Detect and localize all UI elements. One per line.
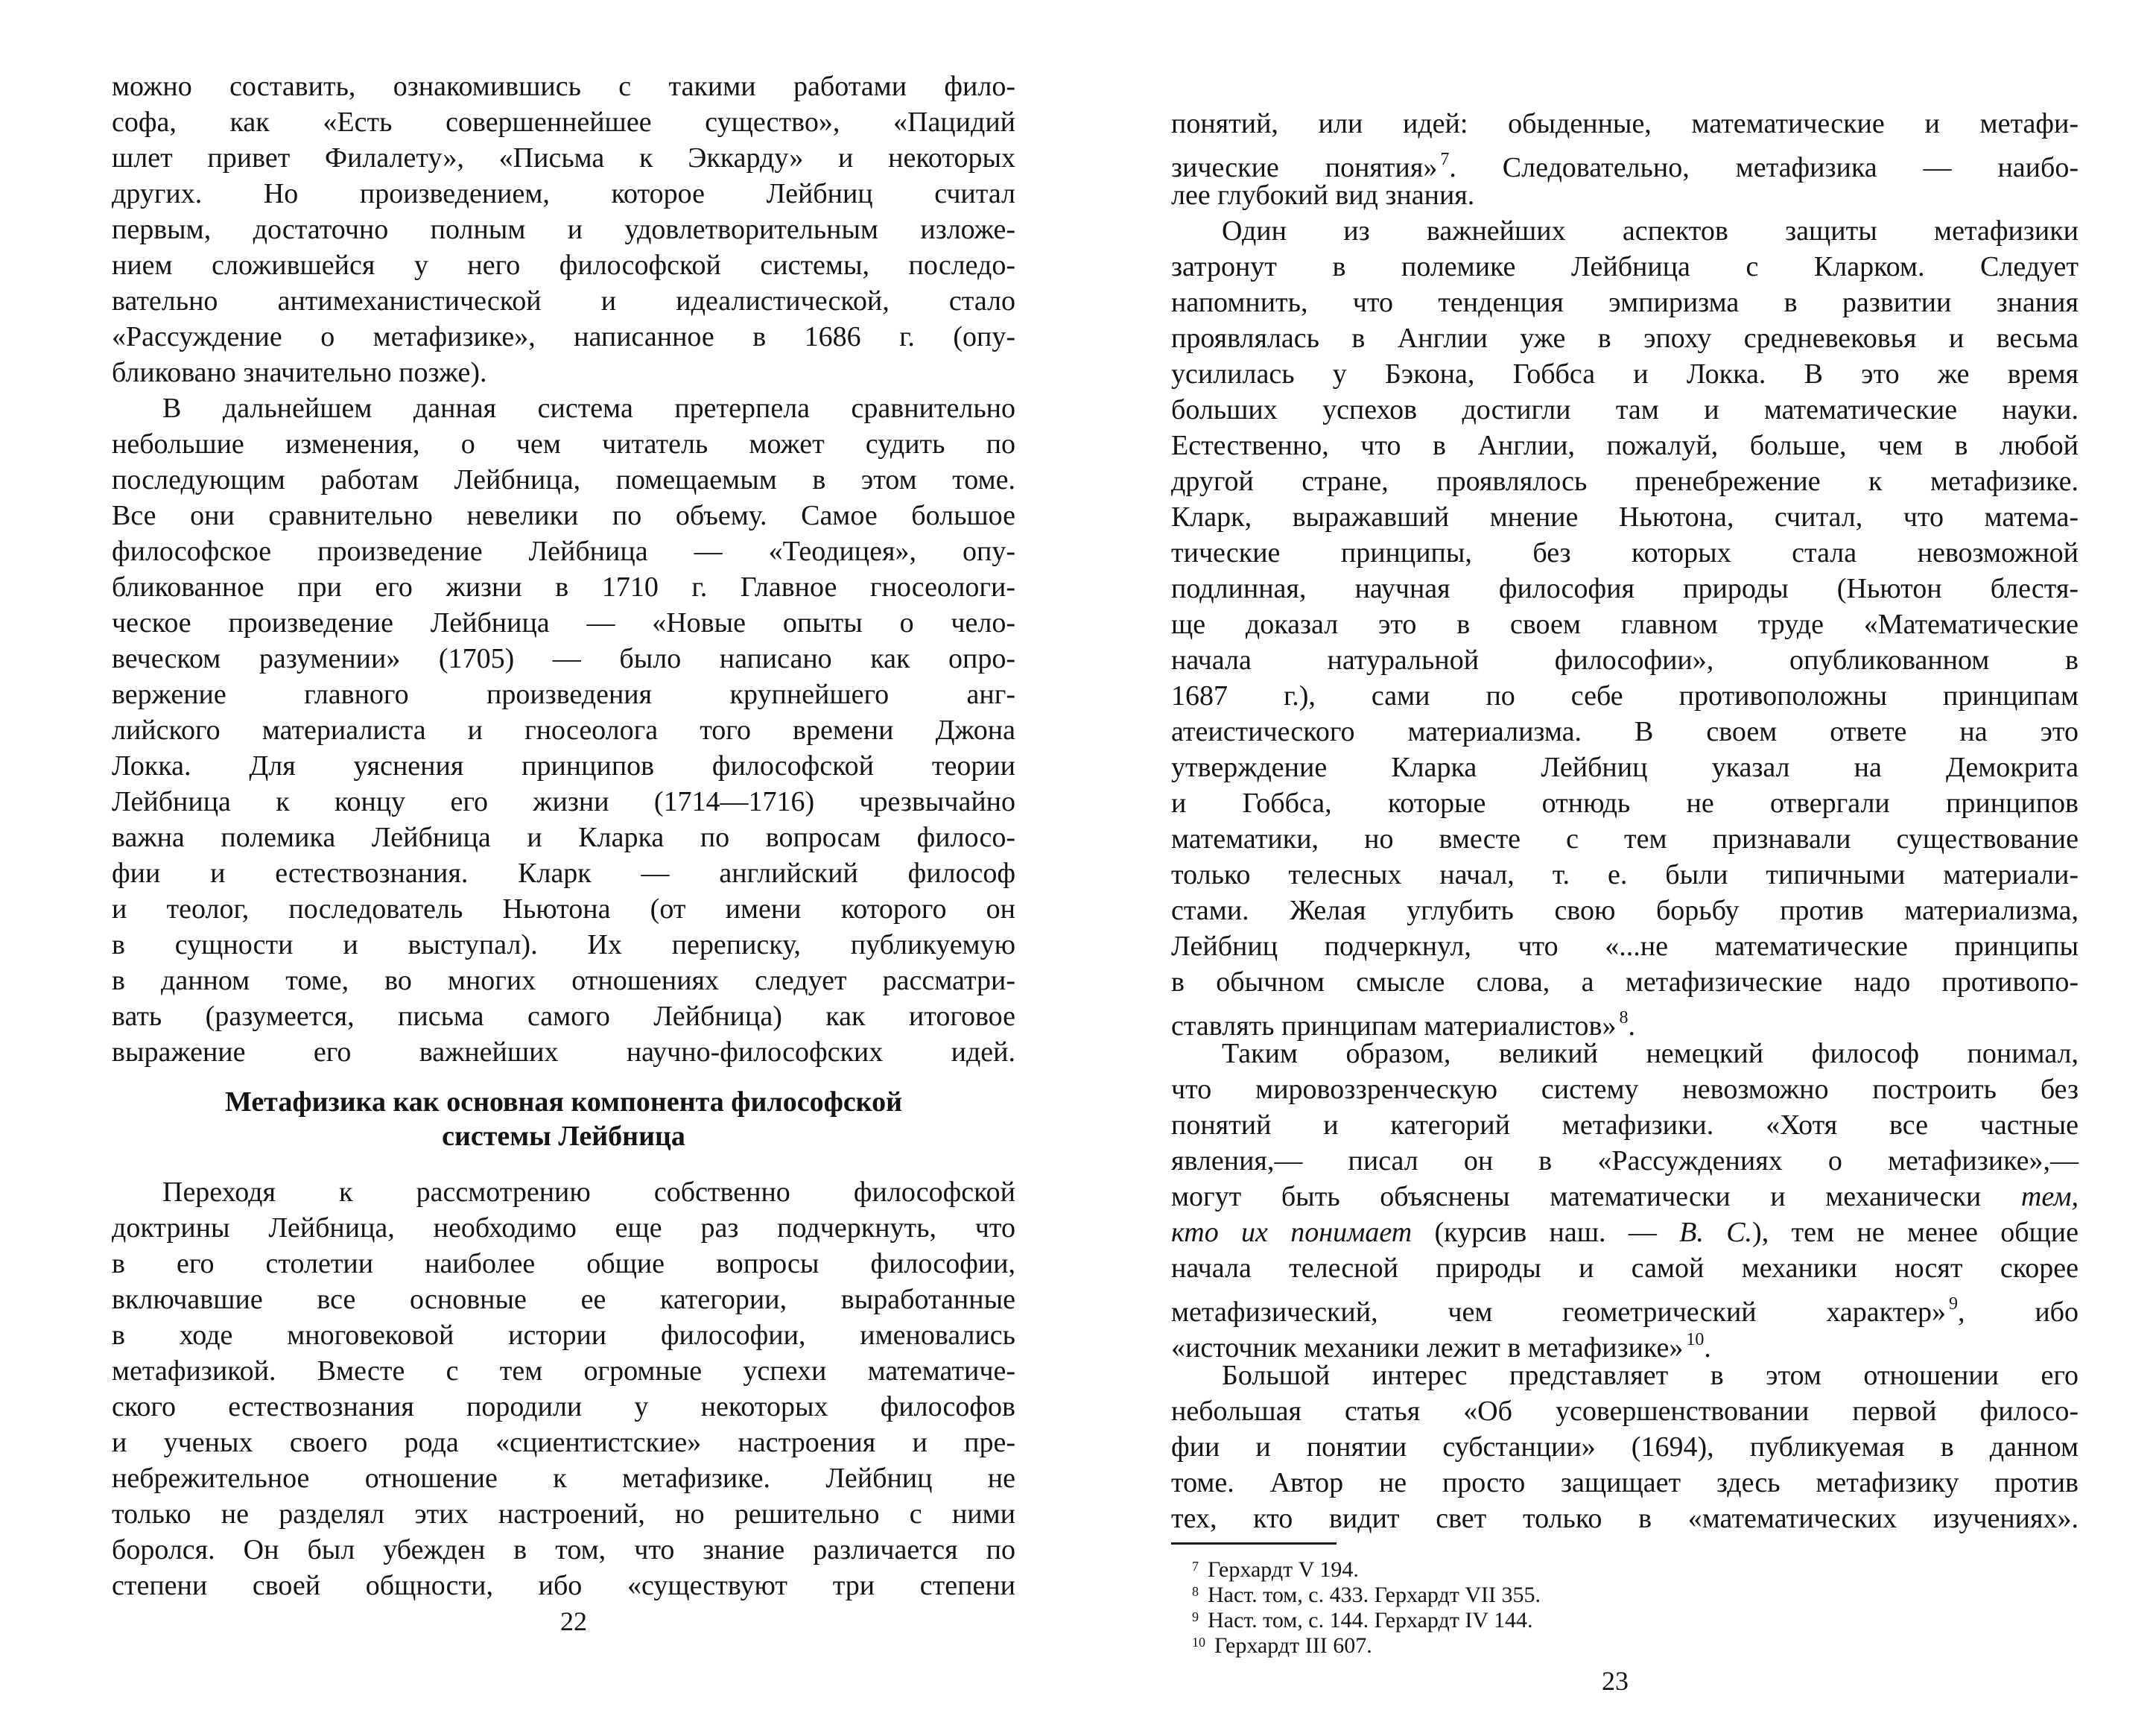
text-line: атеистического материализма. В своем ответе на это xyxy=(1171,716,2079,747)
text-line: лее глубокий вид знания. xyxy=(1171,180,1475,211)
footnote-text: Наст. том, с. 433. Герхардт VII 355. xyxy=(1208,1583,1541,1607)
text-line xyxy=(1171,1215,2079,1250)
footnote-ref: 8 xyxy=(1619,1008,1629,1027)
text-line: подлинная, научная философия природы (Ньютон блестя- xyxy=(1171,573,2079,604)
text-line: и теолог, последователь Ньютона (от имени которого он xyxy=(112,893,1015,925)
text-span: ), тем не менее общие xyxy=(1752,1217,2079,1248)
text-line: софа, как «Есть совершеннейшее существо», «Пацидий xyxy=(112,107,1015,138)
text-span: , ибо xyxy=(1958,1296,2079,1328)
text-line: затронут в полемике Лейбница с Кларком. Следует xyxy=(1171,251,2079,282)
text-line: что мировоззренческую систему невозможно построить без xyxy=(1171,1074,2079,1105)
text-line xyxy=(1171,142,2079,183)
text-line: начала натуральной философии», опубликованном в xyxy=(1171,645,2079,676)
page-number: 23 xyxy=(1602,1666,1629,1696)
text-line: Лейбниц подчеркнул, что «...не математические принципы xyxy=(1171,931,2079,962)
footnote-number: 10 xyxy=(1192,1635,1205,1650)
text-line: утверждение Кларка Лейбниц указал на Демокрита xyxy=(1171,752,2079,783)
text-line: ского естествознания породили у некоторых философов xyxy=(112,1391,1015,1422)
text-line: Естественно, что в Англии, пожалуй, больше, чем в любой xyxy=(1171,430,2079,461)
italic-span: тем, xyxy=(2020,1181,2079,1212)
text-line: Лейбница к концу его жизни (1714—1716) чрезвычайно xyxy=(112,786,1015,817)
text-line: напомнить, что тенденция эмпиризма в развитии знания xyxy=(1171,287,2079,318)
italic-span: кто их понимает xyxy=(1171,1217,1413,1248)
text-line: проявлялась в Англии уже в эпоху средневековья и весьма xyxy=(1171,323,2079,354)
text-line: только телесных начал, т. е. были типичными материали- xyxy=(1171,859,2079,890)
text-span: зические понятия» xyxy=(1171,152,1438,183)
text-line: нием сложившейся у него философской системы, последо- xyxy=(112,250,1015,281)
text-line: фии и понятии субстанции» (1694), публикуемая в данном xyxy=(1171,1431,2079,1463)
text-line: бликованное при его жизни в 1710 г. Главное гносеологи- xyxy=(112,571,1015,603)
page-right xyxy=(1078,0,2156,1710)
text-line: понятий, или идей: обыденные, математические и метафи- xyxy=(1171,108,2079,139)
text-line: явления,— писал он в «Рассуждениях о метафизике»,— xyxy=(1171,1145,2079,1177)
text-span: метафизический, чем геометрический характер» xyxy=(1171,1296,1947,1328)
text-line: только не разделял этих настроений, но решительно с ними xyxy=(112,1498,1015,1530)
text-line: Один из важнейших аспектов защиты метафизики xyxy=(1222,215,2079,247)
text-line: небольшая статья «Об усовершенствовании первой филосо- xyxy=(1171,1396,2079,1427)
text-line: стами. Желая углубить свою борьбу против материализма, xyxy=(1171,895,2079,926)
text-line: начала телесной природы и самой механики носят скорее xyxy=(1171,1253,2079,1284)
text-line: 1687 г.), сами по себе противоположны принципам xyxy=(1171,680,2079,712)
text-line: в данном томе, во многих отношениях следует рассматри- xyxy=(112,965,1015,996)
italic-span: В. С. xyxy=(1679,1217,1753,1248)
page-number: 22 xyxy=(560,1606,587,1636)
text-line: выражение его важнейших научно-философских идей. xyxy=(112,1036,1015,1068)
text-line: Кларк, выражавший мнение Ньютона, считал, что матема- xyxy=(1171,501,2079,533)
footnote-number: 7 xyxy=(1192,1559,1199,1574)
text-line: важна полемика Лейбница и Кларка по вопросам филосо- xyxy=(112,822,1015,853)
text-line: другой стране, проявлялось пренебрежение к метафизике. xyxy=(1171,466,2079,497)
text-line: математики, но вместе с тем признавали существование xyxy=(1171,823,2079,855)
footnote-number: 9 xyxy=(1192,1609,1199,1624)
text-line: тические принципы, без которых стала невозможной xyxy=(1171,537,2079,569)
text-line xyxy=(1171,1000,2079,1042)
text-line: понятий и категорий метафизики. «Хотя все частные xyxy=(1171,1109,2079,1141)
text-line xyxy=(1171,1179,2079,1215)
text-line: Локка. Для уяснения принципов философской теории xyxy=(112,750,1015,782)
text-line: можно составить, ознакомившись с такими работами фило- xyxy=(112,71,1015,102)
text-line: Большой интерес представляет в этом отношении его xyxy=(1222,1360,2079,1391)
text-line: боролся. Он был убежден в том, что знание различается по xyxy=(112,1534,1015,1565)
text-line: веческом разумении» (1705) — было написано как опро- xyxy=(112,643,1015,674)
footnote-text: Герхардт V 194. xyxy=(1208,1557,1359,1582)
text-line: и ученых своего рода «сциентистские» настроения и пре- xyxy=(112,1427,1015,1458)
footnote-text: Наст. том, с. 144. Герхардт IV 144. xyxy=(1208,1608,1533,1633)
text-span: ставлять принципам материалистов» xyxy=(1171,1010,1617,1042)
text-line: небольшие изменения, о чем читатель может судить по xyxy=(112,428,1015,460)
footnote xyxy=(1192,1630,1372,1659)
text-span: . Следовательно, метафизика — наибо- xyxy=(1449,152,2079,183)
text-line: вержение главного произведения крупнейшего анг- xyxy=(112,679,1015,710)
section-heading-line: Метафизика как основная компонента философской xyxy=(224,1086,903,1118)
footnote-text: Герхардт III 607. xyxy=(1214,1633,1372,1658)
text-line xyxy=(1171,1322,2079,1364)
text-line: вать (разумеется, письма самого Лейбница) как итоговое xyxy=(112,1001,1015,1032)
text-line: небрежительное отношение к метафизике. Лейбниц не xyxy=(112,1463,1015,1494)
text-line: последующим работам Лейбница, помещаемым в этом томе. xyxy=(112,464,1015,495)
text-line: доктрины Лейбница, необходимо еще раз подчеркнуть, что xyxy=(112,1212,1015,1244)
text-line: степени своей общности, ибо «существуют три степени xyxy=(112,1570,1015,1601)
text-span: (курсив наш. — xyxy=(1434,1217,1657,1248)
section-heading-line: системы Лейбница xyxy=(442,1121,685,1152)
footnote-ref: 7 xyxy=(1440,150,1450,169)
text-line: других. Но произведением, которое Лейбниц считал xyxy=(112,178,1015,209)
section-heading xyxy=(112,1085,1015,1153)
text-line: в обычном смысле слова, а метафизические надо противопо- xyxy=(1171,966,2079,998)
text-line: Все они сравнительно невелики по объему. Самое большое xyxy=(112,500,1015,531)
footnote-rule xyxy=(1171,1542,1337,1545)
text-span: . xyxy=(1628,1010,1635,1042)
text-line: Переходя к рассмотрению собственно философской xyxy=(162,1177,1015,1208)
text-line: включавшие все основные ее категории, выработанные xyxy=(112,1284,1015,1315)
text-line: ческое произведение Лейбница — «Новые опыты о чело- xyxy=(112,607,1015,639)
text-span: . xyxy=(1704,1332,1711,1364)
text-line: ще доказал это в своем главном труде «Математические xyxy=(1171,609,2079,640)
text-line: философское произведение Лейбница — «Теодицея», опу- xyxy=(112,536,1015,567)
text-line: в сущности и выступал). Их переписку, публикуемую xyxy=(112,929,1015,960)
text-line: метафизикой. Вместе с тем огромные успехи математиче- xyxy=(112,1355,1015,1387)
footnote-ref: 9 xyxy=(1949,1294,1959,1314)
text-line: шлет привет Филалету», «Письма к Эккарду» и некоторых xyxy=(112,142,1015,174)
text-line: в ходе многовековой истории философии, именовались xyxy=(112,1320,1015,1351)
text-line: в его столетии наиболее общие вопросы философии, xyxy=(112,1248,1015,1279)
text-line xyxy=(1171,1286,2079,1328)
text-line: фии и естествознания. Кларк — английский философ xyxy=(112,858,1015,889)
footnote-ref: 10 xyxy=(1686,1330,1705,1349)
text-span: могут быть объяснены математически и механически xyxy=(1171,1181,1982,1212)
text-line: тех, кто видит свет только в «математических изучениях». xyxy=(1171,1503,2079,1534)
footnote-number: 8 xyxy=(1192,1584,1199,1599)
text-span: «источник механики лежит в метафизике» xyxy=(1171,1332,1684,1364)
text-line: вательно антимеханистической и идеалистической, стало xyxy=(112,285,1015,317)
text-line: первым, достаточно полным и удовлетворительным изложе- xyxy=(112,214,1015,245)
text-line: томе. Автор не просто защищает здесь метафизику против xyxy=(1171,1467,2079,1498)
text-line: бликовано значительно позже). xyxy=(112,357,487,388)
text-line: и Гоббса, которые отнюдь не отвергали принципов xyxy=(1171,788,2079,819)
text-line: усилилась у Бэкона, Гоббса и Локка. В это же время xyxy=(1171,358,2079,390)
text-line: В дальнейшем данная система претерпела сравнительно xyxy=(162,393,1015,424)
text-line: больших успехов достигли там и математические науки. xyxy=(1171,394,2079,425)
text-line: лийского материалиста и гносеолога того времени Джона xyxy=(112,715,1015,746)
text-line: Таким образом, великий немецкий философ понимал, xyxy=(1222,1038,2079,1069)
text-line: «Рассуждение о метафизике», написанное в 1686 г. (опу- xyxy=(112,321,1015,352)
